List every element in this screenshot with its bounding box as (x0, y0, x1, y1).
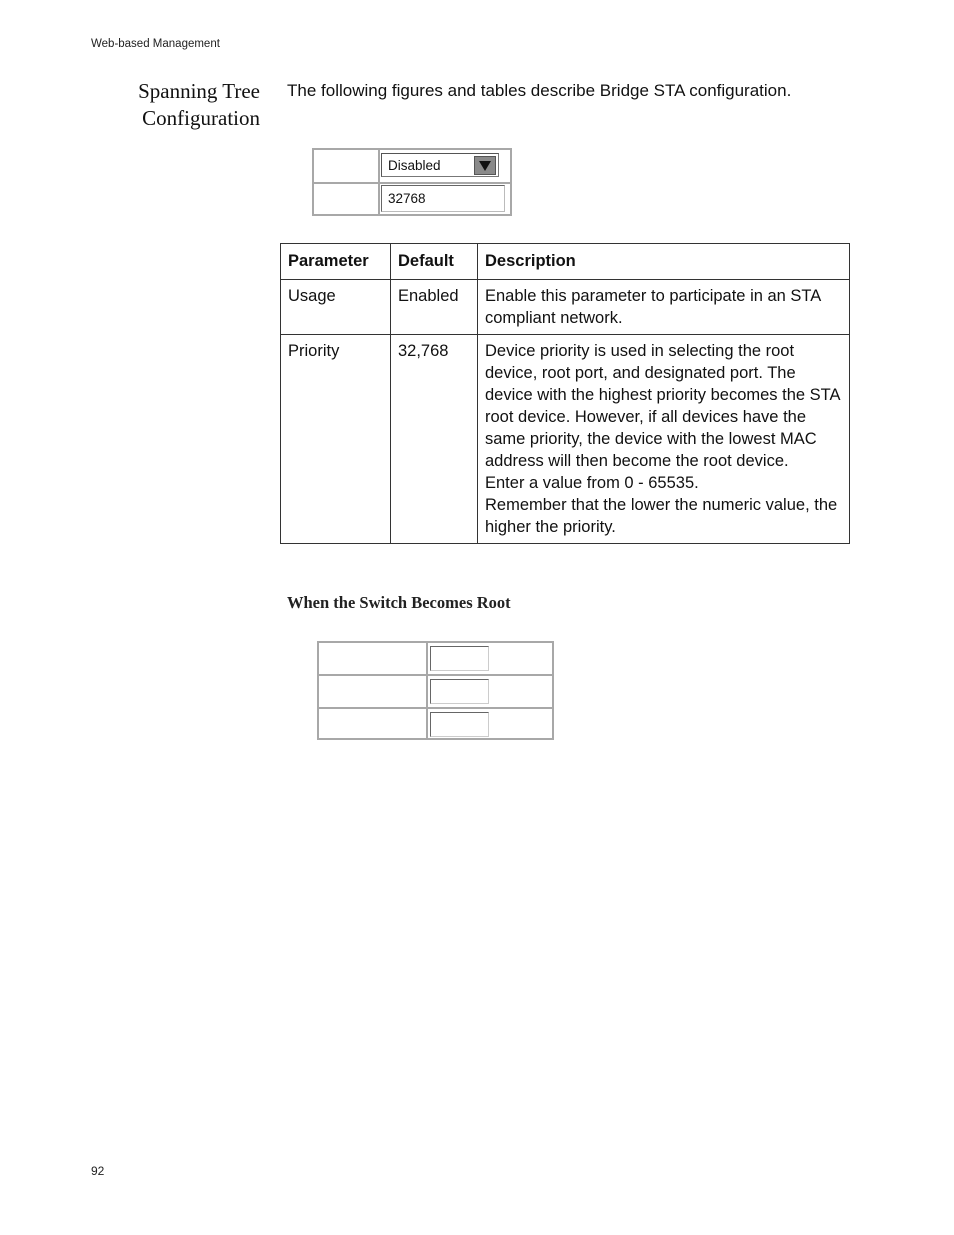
table-row (281, 335, 850, 544)
description-line: Enable this parameter to participate in an STA compliant network. (485, 287, 821, 327)
dropdown-arrow-icon[interactable] (474, 156, 496, 175)
section-title (90, 78, 260, 132)
form-row (319, 643, 552, 676)
column-header-default: Default (391, 244, 478, 280)
table-row (281, 280, 850, 335)
priority-input[interactable] (381, 185, 505, 212)
root-input-2[interactable] (430, 679, 489, 704)
form-row-priority (314, 184, 510, 216)
root-input-1[interactable] (430, 646, 489, 671)
root-input-3[interactable] (430, 712, 489, 737)
column-header-parameter: Parameter (281, 244, 391, 280)
form-label-cell (314, 184, 380, 216)
cell-parameter: Usage (281, 280, 391, 335)
page-number: 92 (91, 1164, 105, 1178)
subheading: When the Switch Becomes Root (287, 593, 511, 612)
cell-default: Enabled (391, 280, 478, 335)
form-label-cell (319, 676, 428, 707)
form-row (319, 709, 552, 740)
description-line: Device priority is used in selecting the root device, root port, and designated port. The device with the highest priority becomes the STA root device. However, if all devices have the same priority, the device with the lowest MAC address will then become the root device. (485, 342, 840, 470)
priority-input-value: 32768 (388, 191, 426, 206)
parameter-table (280, 243, 850, 544)
cell-default: 32,768 (391, 335, 478, 544)
form-label-cell (319, 643, 428, 674)
form-label-cell (319, 709, 428, 740)
cell-parameter: Priority (281, 335, 391, 544)
form-row (319, 676, 552, 709)
section-title-line2: Configuration (142, 106, 260, 130)
sta-config-form (312, 148, 512, 216)
description-line: Enter a value from 0 - 65535. (485, 474, 699, 492)
running-header: Web-based Management (91, 38, 220, 50)
root-config-form (317, 641, 554, 740)
form-row-usage (314, 150, 510, 184)
cell-description (478, 335, 850, 544)
description-line: Remember that the lower the numeric value, the higher the priority. (485, 496, 838, 536)
column-header-description: Description (478, 244, 850, 280)
form-label-cell (314, 150, 380, 182)
usage-select-value: Disabled (388, 158, 441, 173)
table-header-row (281, 244, 850, 280)
section-title-line1: Spanning Tree (138, 79, 260, 103)
cell-description (478, 280, 850, 335)
usage-select[interactable] (381, 153, 499, 177)
intro-paragraph: The following figures and tables describe Bridge STA configuration. (287, 81, 792, 100)
